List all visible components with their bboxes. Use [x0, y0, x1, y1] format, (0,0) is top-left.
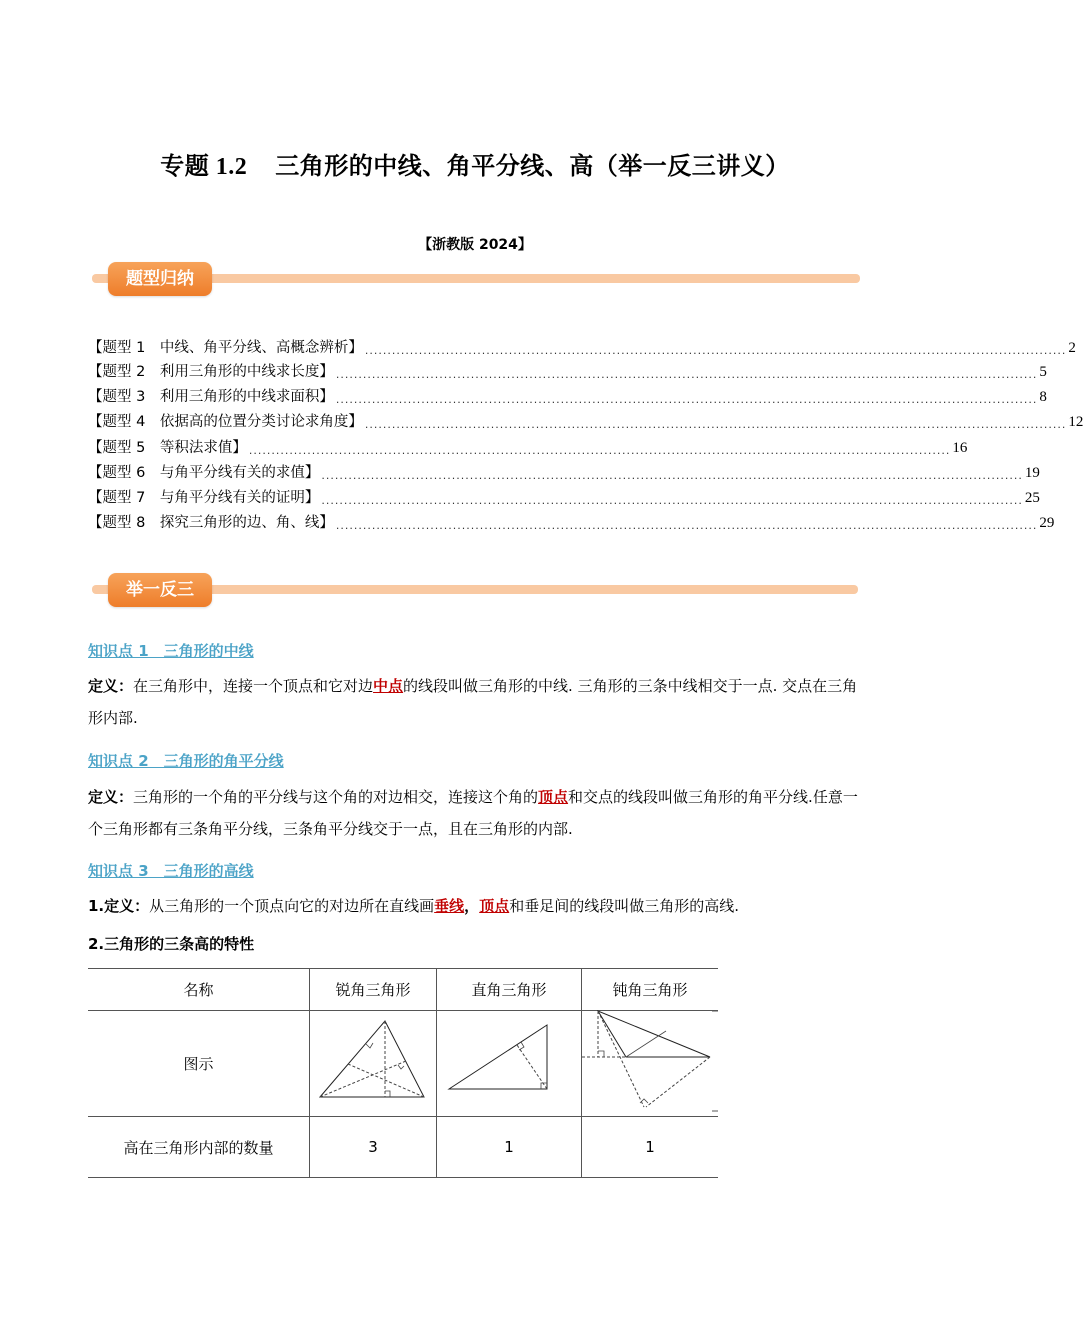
definition-label: 1.定义： — [88, 897, 150, 915]
kp3-title: 知识点 3 三角形的高线 — [88, 862, 254, 880]
table-cell: 1 — [437, 1117, 582, 1178]
toc-page: 5 — [1039, 364, 1047, 380]
toc-item[interactable] — [88, 458, 1040, 482]
toc-page: 29 — [1039, 515, 1055, 531]
definition-text: ， — [464, 897, 480, 915]
kp1-definition — [88, 670, 868, 734]
toc-item[interactable] — [88, 357, 1047, 381]
toc-label: 【题型 4 依据高的位置分类讨论求角度】 — [88, 414, 363, 430]
toc-leader: ............................................................................................................................................................ — [321, 494, 1023, 507]
practice-banner: 举一反三 — [108, 573, 212, 607]
toc-item[interactable] — [88, 333, 1076, 357]
highlight-term: 顶点 — [538, 788, 569, 806]
toc-item[interactable] — [88, 433, 968, 457]
toc-page: 25 — [1024, 490, 1040, 506]
definition-text: 在三角形中，连接一个顶点和它对边 — [133, 677, 374, 695]
right-triangle-diagram — [437, 1011, 581, 1112]
toc-item[interactable] — [88, 508, 1055, 532]
toc-label: 【题型 5 等积法求值】 — [88, 440, 247, 456]
definition-text: 三角形的一个角的平分线与这个角的对边相交，连接这个角的 — [133, 788, 539, 806]
toc-leader: ............................................................................................................................................................ — [364, 418, 1067, 431]
table-header: 名称 — [88, 969, 310, 1011]
toc-leader: ............................................................................................................................................................ — [335, 368, 1038, 381]
title-number: 专题 1.2 — [160, 154, 248, 180]
right-triangle-figure — [437, 1011, 582, 1117]
table-cell: 3 — [310, 1117, 437, 1178]
obtuse-triangle-diagram — [582, 1011, 718, 1112]
table-row — [88, 1117, 718, 1178]
definition-text: 和交点的线段叫做三角形的角平分线.任意一个三角形都有三条角平分线，三条角平分线交于一点，且在三角形的内部. — [88, 788, 858, 838]
definition-text: 和垂足间的线段叫做三角形的高线. — [509, 897, 739, 915]
toc-leader: ............................................................................................................................................................ — [335, 519, 1038, 532]
toc-page: 8 — [1039, 389, 1047, 405]
acute-triangle-figure — [310, 1011, 437, 1117]
title-text: 三角形的中线、角平分线、高（举一反三讲义） — [275, 152, 790, 180]
definition-text: 的线段叫做三角形的中线. 三角形的三条中线相交于一点. 交点在三角形内部. — [88, 677, 858, 727]
toc-page: 16 — [952, 440, 968, 456]
table-header: 直角三角形 — [437, 969, 582, 1011]
triangle-heights-table — [88, 968, 718, 1178]
toc-label: 【题型 2 利用三角形的中线求长度】 — [88, 364, 334, 380]
table-cell: 高在三角形内部的数量 — [88, 1117, 310, 1178]
kp2-title: 知识点 2 三角形的角平分线 — [88, 752, 284, 770]
table-header: 钝角三角形 — [582, 969, 719, 1011]
types-banner: 题型归纳 — [108, 262, 212, 296]
kp2-definition — [88, 781, 868, 845]
edition-label: 【浙教版 2024】 — [418, 237, 532, 253]
toc-label: 【题型 3 利用三角形的中线求面积】 — [88, 389, 334, 405]
highlight-term: 顶点 — [479, 897, 510, 915]
toc-leader: ............................................................................................................................................................ — [335, 393, 1038, 406]
toc-leader: ............................................................................................................................................................ — [321, 469, 1023, 482]
kp1-title: 知识点 1 三角形的中线 — [88, 642, 254, 660]
obtuse-triangle-figure — [582, 1011, 719, 1117]
page-title — [0, 146, 950, 181]
highlight-term: 中点 — [373, 677, 404, 695]
highlight-term: 垂线 — [434, 897, 465, 915]
acute-triangle-diagram — [310, 1011, 436, 1112]
toc-leader: ............................................................................................................................................................ — [364, 344, 1067, 357]
table-cell: 1 — [582, 1117, 719, 1178]
toc-label: 【题型 1 中线、角平分线、高概念辨析】 — [88, 340, 363, 356]
toc-page: 2 — [1068, 340, 1076, 356]
toc-label: 【题型 7 与角平分线有关的证明】 — [88, 490, 320, 506]
toc-item[interactable] — [88, 382, 1047, 406]
definition-label: 定义： — [88, 788, 134, 806]
toc-leader: ............................................................................................................................................................ — [248, 444, 951, 457]
table-row — [88, 1011, 718, 1117]
kp3-subheading: 2.三角形的三条高的特性 — [88, 935, 255, 953]
table-cell: 图示 — [88, 1011, 310, 1117]
toc-page: 19 — [1024, 465, 1040, 481]
toc-label: 【题型 8 探究三角形的边、角、线】 — [88, 515, 334, 531]
toc-item[interactable] — [88, 483, 1040, 507]
table-header: 锐角三角形 — [310, 969, 437, 1011]
toc-item[interactable] — [88, 407, 1083, 431]
kp3-definition — [88, 890, 868, 922]
definition-text: 从三角形的一个顶点向它的对边所在直线画 — [149, 897, 435, 915]
table-header-row — [88, 969, 718, 1011]
toc-page: 12 — [1068, 414, 1083, 430]
toc-label: 【题型 6 与角平分线有关的求值】 — [88, 465, 320, 481]
definition-label: 定义： — [88, 677, 134, 695]
